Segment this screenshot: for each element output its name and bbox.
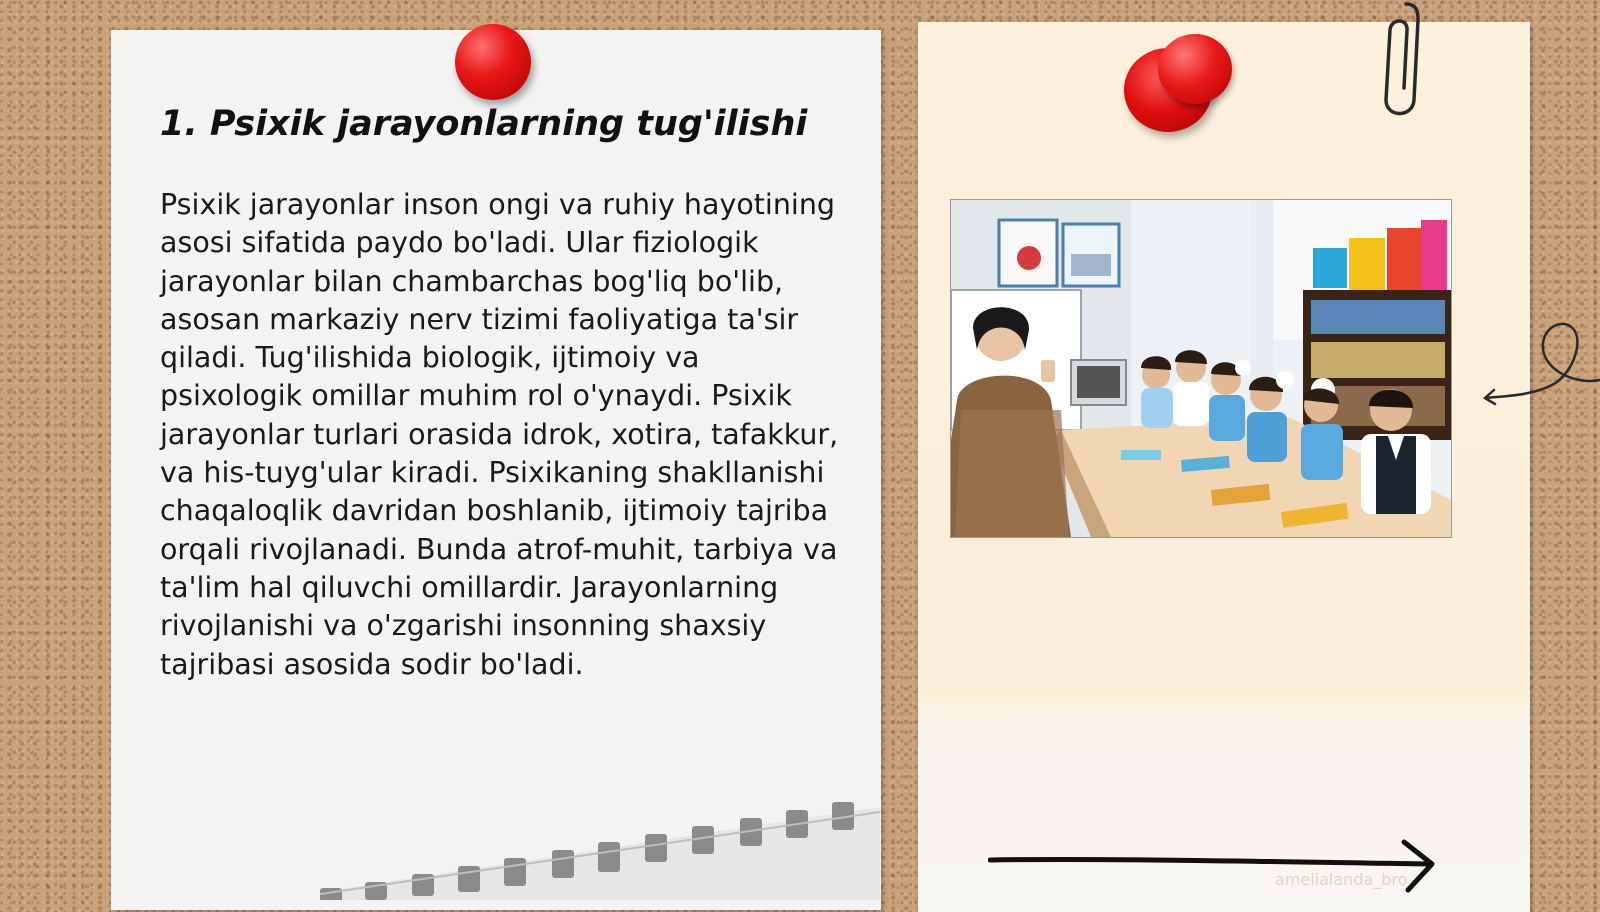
slide-body-text: Psixik jarayonlar inson ongi va ruhiy hayotining asosi sifatida paydo bo'ladi. Ular fiziologik jarayonlar bilan chambarchas bog'liq bo'lib, asosan markaziy nerv tizimi faoliyatiga ta'sir qiladi. Tug'ilishida biologik, ijtimoiy va psixologik omillar muhim rol o'ynaydi. Psixik jarayonlar turlari orasida idrok, xotira, tafakkur, va his-tuyg'ular kiradi. Psixikaning shakllanishi chaqaloqlik davridan boshlanib, ijtimoiy tajriba orqali rivojlanadi. Bunda atrof-muhit, tarbiya va ta'lim hal qiluvchi omillardir. Jarayonlarning rivojlanishi va o'zgarishi insonning shaxsiy tajribasi asosida sodir bo'ladi. <box>160 188 839 681</box>
slide-title: 1. Psixik jarayonlarning tug'ilishi <box>160 104 808 144</box>
push-pin-icon <box>1158 34 1232 104</box>
arrow-right-icon <box>988 838 1448 900</box>
torn-paper-tabs-decoration <box>320 800 880 900</box>
push-pin-icon <box>455 24 531 100</box>
loop-arrow-doodle-icon <box>1482 314 1600 406</box>
paperclip-icon <box>1378 0 1422 124</box>
classroom-photo <box>950 199 1452 538</box>
watermark-text: amelialanda_bro <box>1275 870 1408 889</box>
